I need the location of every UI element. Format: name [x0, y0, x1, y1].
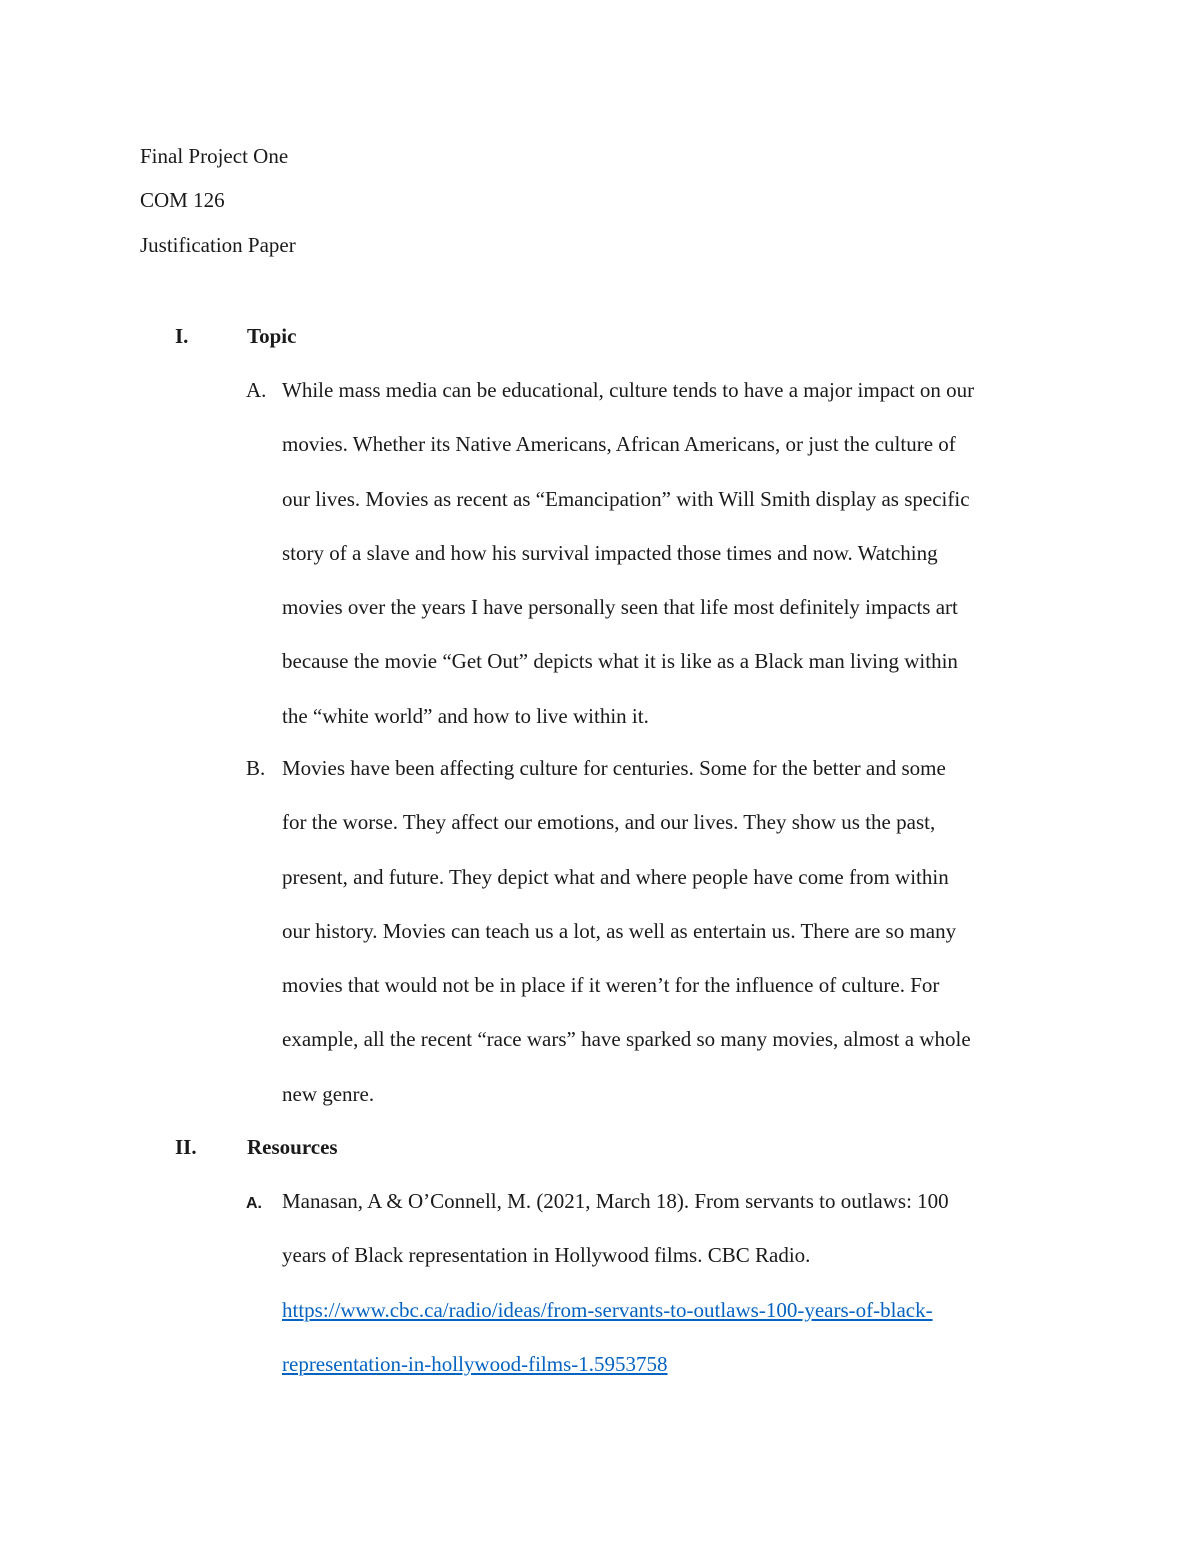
- item-letter-1b: B.: [246, 756, 266, 780]
- section-numeral-2: II.: [175, 1135, 197, 1159]
- citation-link-part-2[interactable]: representation-in-hollywood-films-1.5953758: [282, 1351, 668, 1376]
- paragraph-line: movies over the years I have personally seen that life most definitely impacts art: [282, 595, 958, 620]
- paragraph-line: story of a slave and how his survival impacted those times and now. Watching: [282, 540, 938, 565]
- section-title-resources: Resources: [247, 1135, 338, 1159]
- item-letter-2a: [246, 1187, 262, 1218]
- citation-line: years of Black representation in Hollywood films. CBC Radio.: [282, 1243, 811, 1268]
- paragraph-line: Movies have been affecting culture for centuries. Some for the better and some: [282, 756, 946, 780]
- paragraph-line: present, and future. They depict what and where people have come from within: [282, 864, 949, 889]
- citation-line: Manasan, A & O’Connell, M. (2021, March 18). From servants to outlaws: 100: [282, 1189, 949, 1213]
- topic-paragraph-a: [282, 376, 1072, 756]
- paragraph-line: our history. Movies can teach us a lot, as well as entertain us. There are so many: [282, 918, 957, 943]
- paragraph-line: example, all the recent “race wars” have sparked so many movies, almost a whole: [282, 1027, 971, 1052]
- paper-type: Justification Paper: [140, 233, 296, 257]
- document-title: Final Project One: [140, 144, 289, 168]
- resource-citation: [282, 1187, 1072, 1404]
- item-letter-1a: A.: [246, 378, 267, 402]
- citation-link-line[interactable]: [282, 1296, 1072, 1350]
- topic-paragraph-b: [282, 754, 1072, 1134]
- paragraph-line: movies that would not be in place if it weren’t for the influence of culture. For: [282, 973, 940, 998]
- paragraph-line: movies. Whether its Native Americans, African Americans, or just the culture of: [282, 432, 956, 457]
- section-numeral-1: I.: [175, 324, 189, 348]
- paragraph-line: because the movie “Get Out” depicts what it is like as a Black man living within: [282, 649, 958, 674]
- course-code: COM 126: [140, 188, 225, 212]
- citation-link-part-1[interactable]: https://www.cbc.ca/radio/ideas/from-servants-to-outlaws-100-years-of-black-: [282, 1297, 933, 1322]
- citation-link-line[interactable]: [282, 1350, 1072, 1404]
- paragraph-line: the “white world” and how to live within it.: [282, 703, 649, 728]
- paragraph-line: While mass media can be educational, culture tends to have a major impact on our: [282, 378, 975, 402]
- paragraph-line: our lives. Movies as recent as “Emancipation” with Will Smith display as specific: [282, 486, 970, 511]
- paragraph-line: new genre.: [282, 1081, 375, 1106]
- item-letter-2a-label: A.: [246, 1195, 262, 1212]
- paragraph-line: for the worse. They affect our emotions, and our lives. They show us the past,: [282, 810, 936, 835]
- section-title-topic: Topic: [247, 324, 297, 348]
